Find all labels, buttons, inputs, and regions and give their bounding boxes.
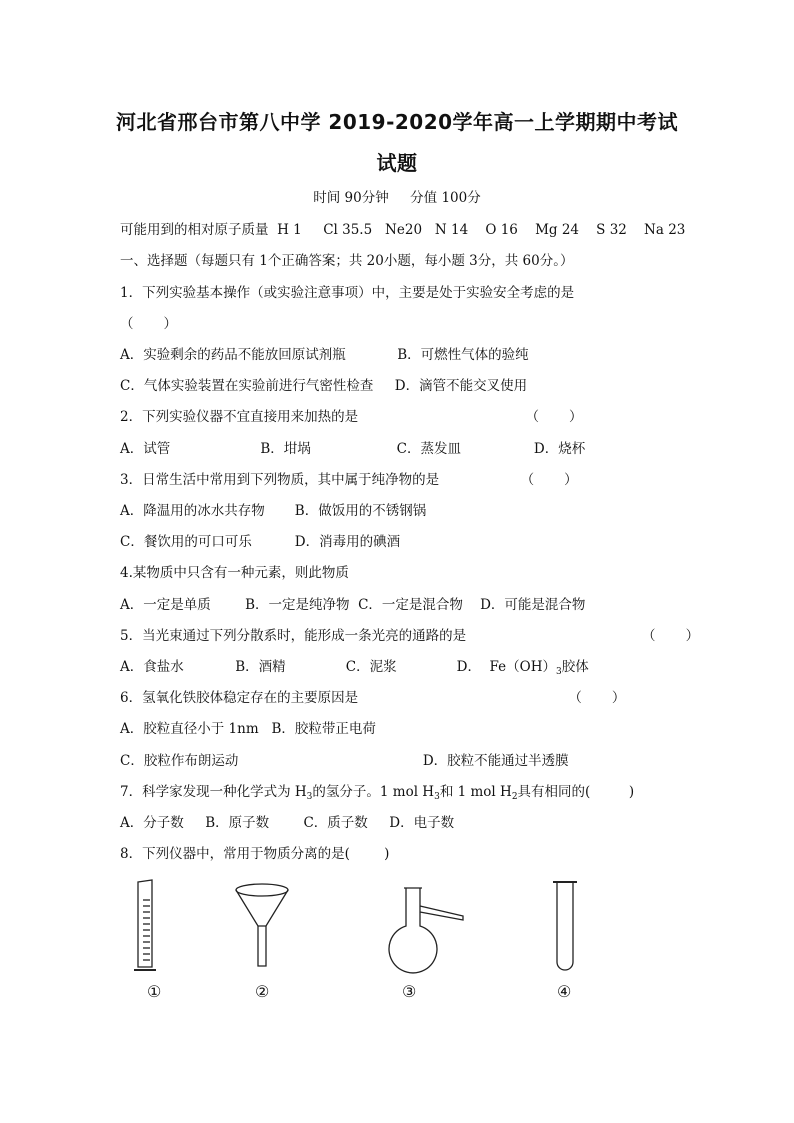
question-5-options-tail: 胶体 [561,659,589,675]
question-5-stem: 5．当光束通过下列分散系时，能形成一条光亮的通路的是 （ ） [120,628,700,644]
question-5-options-text: A．食盐水 B．酒精 C．泥浆 D． Fe（OH） [120,659,557,675]
atomic-masses: 可能用到的相对原子质量 H 1 Cl 35.5 Ne20 N 14 O 16 Mg 24 S 32 Na 23 [120,222,686,238]
question-1-options-cd: C．气体实验装置在实验前进行气密性检查 D．滴管不能交叉使用 [120,378,528,394]
question-7-text-d: 具有相同的( ) [517,784,635,800]
question-8-stem: 8．下列仪器中，常用于物质分离的是( ) [120,846,390,862]
question-7-stem [120,780,634,802]
figure-label-2: ② [255,982,270,1001]
graduated-cylinder-icon [134,880,156,970]
question-1-options-ab: A．实验剩余的药品不能放回原试剂瓶 B．可燃性气体的验纯 [120,347,529,363]
question-2-stem: 2．下列实验仪器不宜直接用来加热的是 （ ） [120,409,583,425]
question-1-stem: 1．下列实验基本操作（或实验注意事项）中，主要是处于实验安全考虑的是 [120,285,575,301]
question-6-stem: 6．氢氧化铁胶体稳定存在的主要原因是 （ ） [120,690,626,706]
page-title-line1: 河北省邢台市第八中学 2019-2020学年高一上学期期中考试 [115,110,679,134]
question-7-text-b: 的氢分子。1 mol H [312,784,435,800]
question-7-text-c: 和 1 mol H [439,784,512,800]
section-header: 一、选择题（每题只有 1个正确答案；共 20小题，每小题 3分，共 60分。） [120,253,574,269]
question-4-stem: 4.某物质中只含有一种元素，则此物质 [120,565,349,581]
subscript: 3 [434,792,440,802]
question-7-text-a: 7．科学家发现一种化学式为 H [120,784,307,800]
funnel-icon [236,884,288,966]
question-6-options-cd: C．胶粒作布朗运动 D．胶粒不能通过半透膜 [120,753,569,769]
figure-label-3: ③ [402,982,417,1001]
page-title-line2: 试题 [376,151,418,175]
question-4-options: A．一定是单质 B．一定是纯净物 C．一定是混合物 D．可能是混合物 [120,597,586,613]
question-3-options-cd: C．餐饮用的可口可乐 D．消毒用的碘酒 [120,534,401,550]
exam-info: 时间 90分钟 分值 100分 [313,190,481,206]
question-1-paren: （ ） [120,316,178,332]
question-2-options: A．试管 B．坩埚 C．蒸发皿 D．烧杯 [120,441,586,457]
test-tube-icon [553,882,577,970]
question-7-options: A．分子数 B．原子数 C．质子数 D．电子数 [120,815,455,831]
figure-label-1: ① [147,982,162,1001]
question-6-options-ab: A．胶粒直径小于 1nm B．胶粒带正电荷 [120,721,376,737]
question-3-stem: 3．日常生活中常用到下列物质，其中属于纯净物的是 （ ） [120,472,578,488]
distilling-flask-icon [389,888,463,973]
subscript: 2 [511,792,518,802]
subscript: 3 [556,667,562,677]
figure-label-4: ④ [557,982,572,1001]
question-5-options [120,655,589,677]
question-3-options-ab: A．降温用的冰水共存物 B．做饭用的不锈钢锅 [120,503,427,519]
subscript: 3 [306,792,313,802]
